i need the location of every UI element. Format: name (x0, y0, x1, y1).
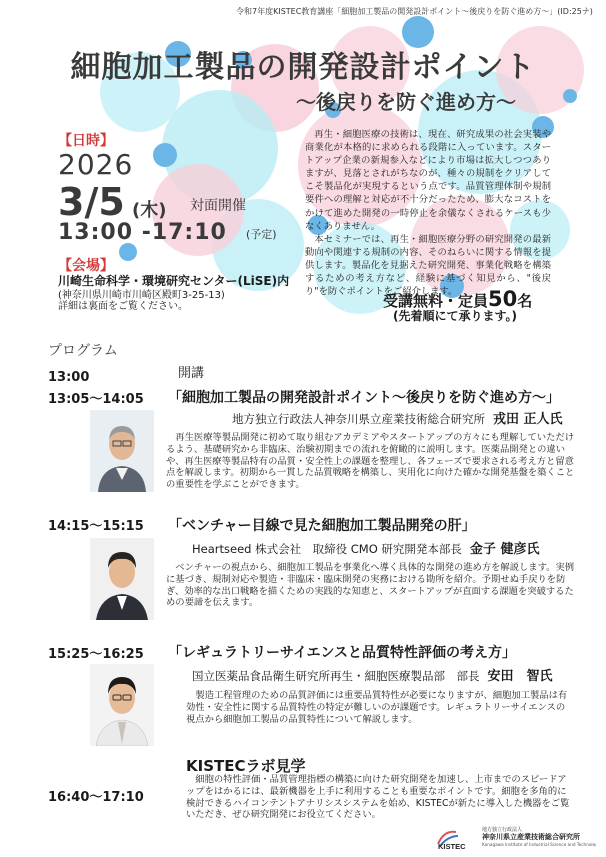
fee-text-before: 受講無料・定員 (383, 292, 489, 310)
venue-note: 詳細は裏面をご覧ください。 (58, 301, 188, 312)
speaker-info (192, 538, 539, 557)
fee-capacity: 50 (488, 287, 518, 311)
intro-text (305, 128, 551, 298)
event-weekday: (木) (132, 200, 167, 221)
lab-tour-title: KISTECラボ見学 (186, 757, 306, 775)
circle-blue (119, 243, 137, 261)
page-subtitle: ～後戻りを防ぐ進め方～ (296, 90, 516, 114)
event-mode: 対面開催 (190, 198, 246, 214)
venue-address: (神奈川県川崎市川崎区殿町3-25-13) (58, 290, 225, 301)
intro-paragraph: 本セミナーでは、再生・細胞医療分野の研究開発の最新動向や関連する規制の内容、そのねらいに関する情報を提供します。製品化を見据えた研究開発、事業化戦略を構築するための考え方など、経験に基づく知見から、"後戻り"を防ぐポイントをご紹介します。 (305, 233, 551, 298)
talk-title: 「ベンチャー目線で見た細胞加工製品開発の肝」 (168, 518, 476, 534)
fee-text-after: 名 (517, 292, 533, 310)
speaker-info (232, 408, 563, 427)
kistec-logo (436, 824, 596, 850)
speaker-photo (90, 410, 154, 492)
org-name: 神奈川県立産業技術総合研究所 (482, 833, 580, 841)
speaker-affiliation: 地方独立行政法人神奈川県立産業技術総合研究所 (232, 412, 485, 426)
person-icon (90, 410, 154, 492)
speaker-name: 戎田 正人氏 (493, 412, 563, 427)
event-time: 13:00 -17:10 (58, 220, 227, 245)
program-heading: プログラム (48, 343, 118, 359)
talk-description: 再生医療等製品開発に初めて取り組むアカデミアやスタートアップの方々にも理解していただけるよう、基礎研究から非臨床、治験初期までの流れを俯瞰的に説明します。医薬品開発との違いや、再生医療等製品特有の品質・安全性上の課題を整理し、各フェーズで要求される考え方と留意点を解説します。初期から一貫した品質戦略を構築し、実用化に向けた確かな開発基盤を築くことの重要性を学ぶことができます。 (166, 432, 575, 491)
org-small: 地方独立行政法人 (482, 827, 523, 833)
talk-description: 製造工程管理のための品質評価には重要品質特性が必要になりますが、細胞加工製品は有効性・安全性に関する品質特性の特定が難しいのが課題です。レギュラトリーサイエンスの視点から細胞加工製品の品質特性について解説します。 (186, 690, 568, 725)
opening-label: 開講 (178, 366, 205, 381)
speaker-photo (90, 538, 154, 620)
speaker-info (192, 665, 553, 684)
kistec-logo-icon (436, 824, 596, 850)
lab-tour-time: 16:40～17:10 (48, 790, 144, 805)
person-icon (90, 664, 154, 746)
talk-time: 13:05～14:05 (48, 392, 144, 407)
venue-name: 川崎生命科学・環境研究センター(LiSE)内 (58, 274, 290, 288)
org-english: Kanagawa Institute of Industrial Science and Technology (482, 842, 596, 847)
intro-paragraph: 再生・細胞医療の技術は、現在、研究成果の社会実装や商業化が本格的に求められる段階に入っています。スタートアップ企業の新規参入などにより市場は拡大しつつありますが、見落とされがちなのが、種々の規制をクリアしてこそ製品化が実現するという点です。品質管理体制や規制要件への理解と対応が不十分だったため、膨大なコストをかけて進めた開発の一時停止を余儀なくされるケースも少なくありません。 (305, 129, 551, 232)
speaker-name: 金子 健彦氏 (469, 542, 540, 557)
talk-time: 15:25～16:25 (48, 647, 144, 662)
venue-label: 【会場】 (58, 258, 114, 274)
talk-description: ベンチャーの視点から、細胞加工製品を事業化へ導く具体的な開発の進め方を解説します。実例に基づき、規制対応や製造・非臨床・臨床開発の実務における勘所を紹介。予期せぬ手戻りを防ぎ、効率的な出口戦略を描くための実践的な知恵と、スタートアップが直面する課題を突破するための要諦を伝えます。 (166, 562, 575, 609)
talk-title: 「細胞加工製品の開発設計ポイント～後戻りを防ぐ進め方～」 (168, 390, 560, 406)
speaker-affiliation: Heartseed 株式会社 取締役 CMO 研究開発本部長 (192, 542, 462, 556)
person-icon (90, 538, 154, 620)
event-year: 2026 (58, 148, 134, 181)
header-note: 令和7年度KISTEC教育講座「細胞加工製品の開発設計ポイント～後戻りを防ぐ進め方～」(ID:25ナ) (236, 7, 593, 16)
speaker-name: 安田 智氏 (487, 669, 553, 684)
fee-note: (先着順にて承ります。) (393, 309, 518, 323)
date-label: 【日時】 (58, 133, 114, 149)
speaker-affiliation: 国立医薬品食品衛生研究所再生・細胞医療製品部 部長 (192, 669, 480, 683)
circle-blue (153, 143, 177, 167)
page-title: 細胞加工製品の開発設計ポイント (70, 50, 536, 85)
talk-time: 14:15～15:15 (48, 519, 144, 534)
lab-tour-description: 細胞の特性評価・品質管理指標の構築に向けた研究開発を加速し、上市までのスピードアップをはかるには、最新機器を上手に利用することも重要なポイントです。細胞を多角的に検討できるハイコンテントアナリシスシステムを始め、KISTECが新たに導入した機器をご覧いただき、ぜひ研究開発にお役立てください。 (186, 774, 570, 821)
circle-blue (563, 89, 577, 103)
talk-title: 「レギュラトリーサイエンスと品質特性評価の考え方」 (168, 645, 517, 661)
event-time-note: (予定) (246, 228, 277, 241)
event-date: 3/5 (58, 180, 125, 224)
logo-text: KISTEC (438, 842, 466, 850)
opening-time: 13:00 (48, 370, 90, 385)
speaker-photo (90, 664, 154, 746)
